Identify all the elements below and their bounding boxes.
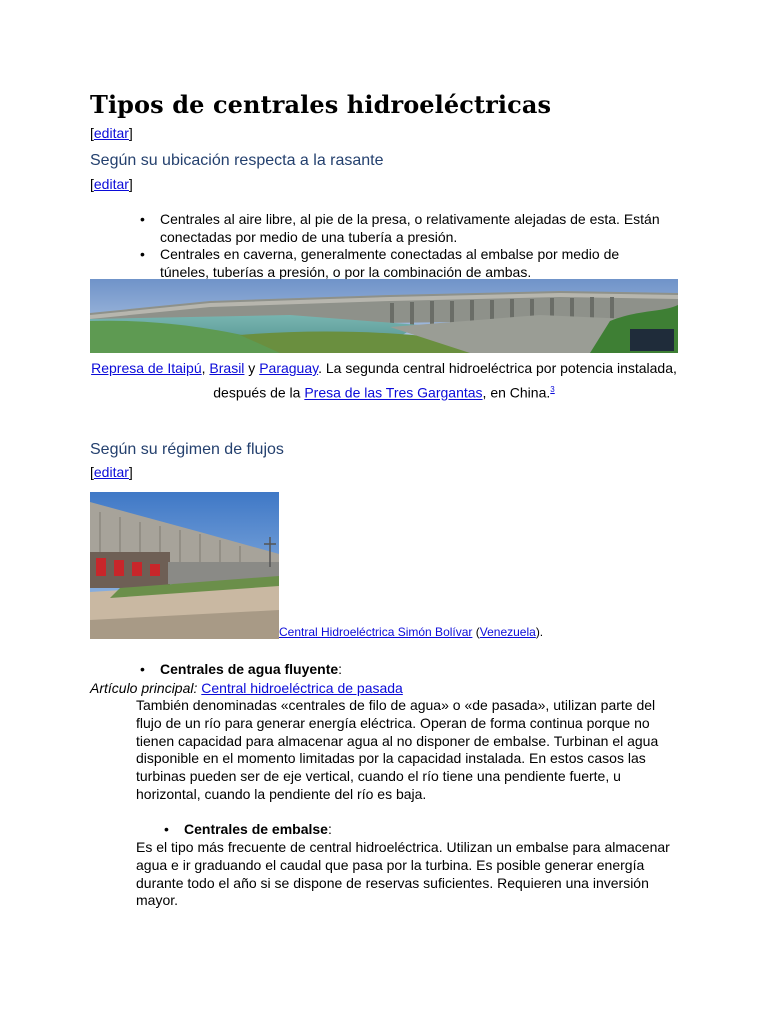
item-title-agua-fluyente: Centrales de agua fluyente: [160, 661, 339, 677]
list-item: • Centrales de agua fluyente:: [140, 661, 343, 677]
link-brasil[interactable]: Brasil: [209, 360, 245, 376]
list-item: • Centrales al aire libre, al pie de la presa, o relativamente alejadas de esta. Están conectadas por medio de una tubería a presión.: [132, 211, 672, 246]
list-item: • Centrales en caverna, generalmente conectadas al embalse por medio de túneles, tuberías a presión, o por la combinación de ambas.: [132, 246, 672, 281]
section-heading-flow: Según su régimen de flujos: [90, 441, 284, 458]
link-simon-bolivar[interactable]: Central Hidroeléctrica Simón Bolívar: [279, 625, 473, 639]
main-article-note: Artículo principal: Central hidroeléctrica de pasada: [90, 680, 403, 696]
itaipu-caption: Represa de Itaipú, Brasil y Paraguay. La segunda central hidroeléctrica por potencia instalada, después de la Presa de las Tres Gargantas, en China.$^3$: [91, 360, 677, 401]
simon-bolivar-dam-image: [90, 492, 279, 639]
edit-link-flow[interactable]: editar: [93, 464, 129, 480]
link-central-pasada[interactable]: Central hidroeléctrica de pasada: [201, 680, 403, 696]
section-heading-location: Según su ubicación respecta a la rasante: [90, 152, 384, 169]
agua-fluyente-text: También denominadas «centrales de filo de agua» o «de pasada», utilizan parte del flujo de un río para generar energía eléctrica. Operan de forma continua porque no tienen capacidad para almacenar agua al no disponer de embalse. Turbinan el agua disponible en el momento limitadas por la capacidad instalada. En estos casos las turbinas pueden ser de eje vertical, cuando el río tiene una pendiente fuerte, u horizontal, cuando la pendiente del río es baja.: [136, 697, 659, 802]
list-item: • Centrales de embalse:: [164, 821, 332, 837]
edit-link-container: [editar]: [90, 176, 133, 192]
edit-link-container: [editar]: [90, 125, 133, 141]
link-tres-gargantas[interactable]: Presa de las Tres Gargantas: [304, 384, 483, 401]
item-title-embalse: Centrales de embalse: [184, 821, 328, 837]
simon-bolivar-caption: Central Hidroeléctrica Simón Bolívar (Venezuela).: [279, 625, 544, 639]
link-paraguay[interactable]: Paraguay: [259, 360, 319, 376]
link-venezuela[interactable]: Venezuela: [479, 625, 536, 639]
embalse-text: Es el tipo más frecuente de central hidroeléctrica. Utilizan un embalse para almacenar agua e ir graduando el caudal que pasa por la turbina. Es posible generar energía durante todo el año si se dispone de reservas suficientes. Requieren una inversión mayor.: [136, 839, 670, 909]
bullet-icon: •: [140, 661, 145, 677]
itaipu-dam-image: [90, 279, 678, 353]
link-itaipu[interactable]: Represa de Itaipú: [91, 360, 202, 376]
reference-link[interactable]: 3: [550, 385, 555, 394]
location-list: [132, 211, 672, 281]
edit-link-title[interactable]: editar: [93, 125, 129, 141]
bullet-icon: •: [164, 821, 169, 837]
page-title: Tipos de centrales hidroeléctricas: [90, 90, 552, 119]
edit-link-container: [editar]: [90, 464, 133, 480]
edit-link-location[interactable]: editar: [93, 176, 129, 192]
